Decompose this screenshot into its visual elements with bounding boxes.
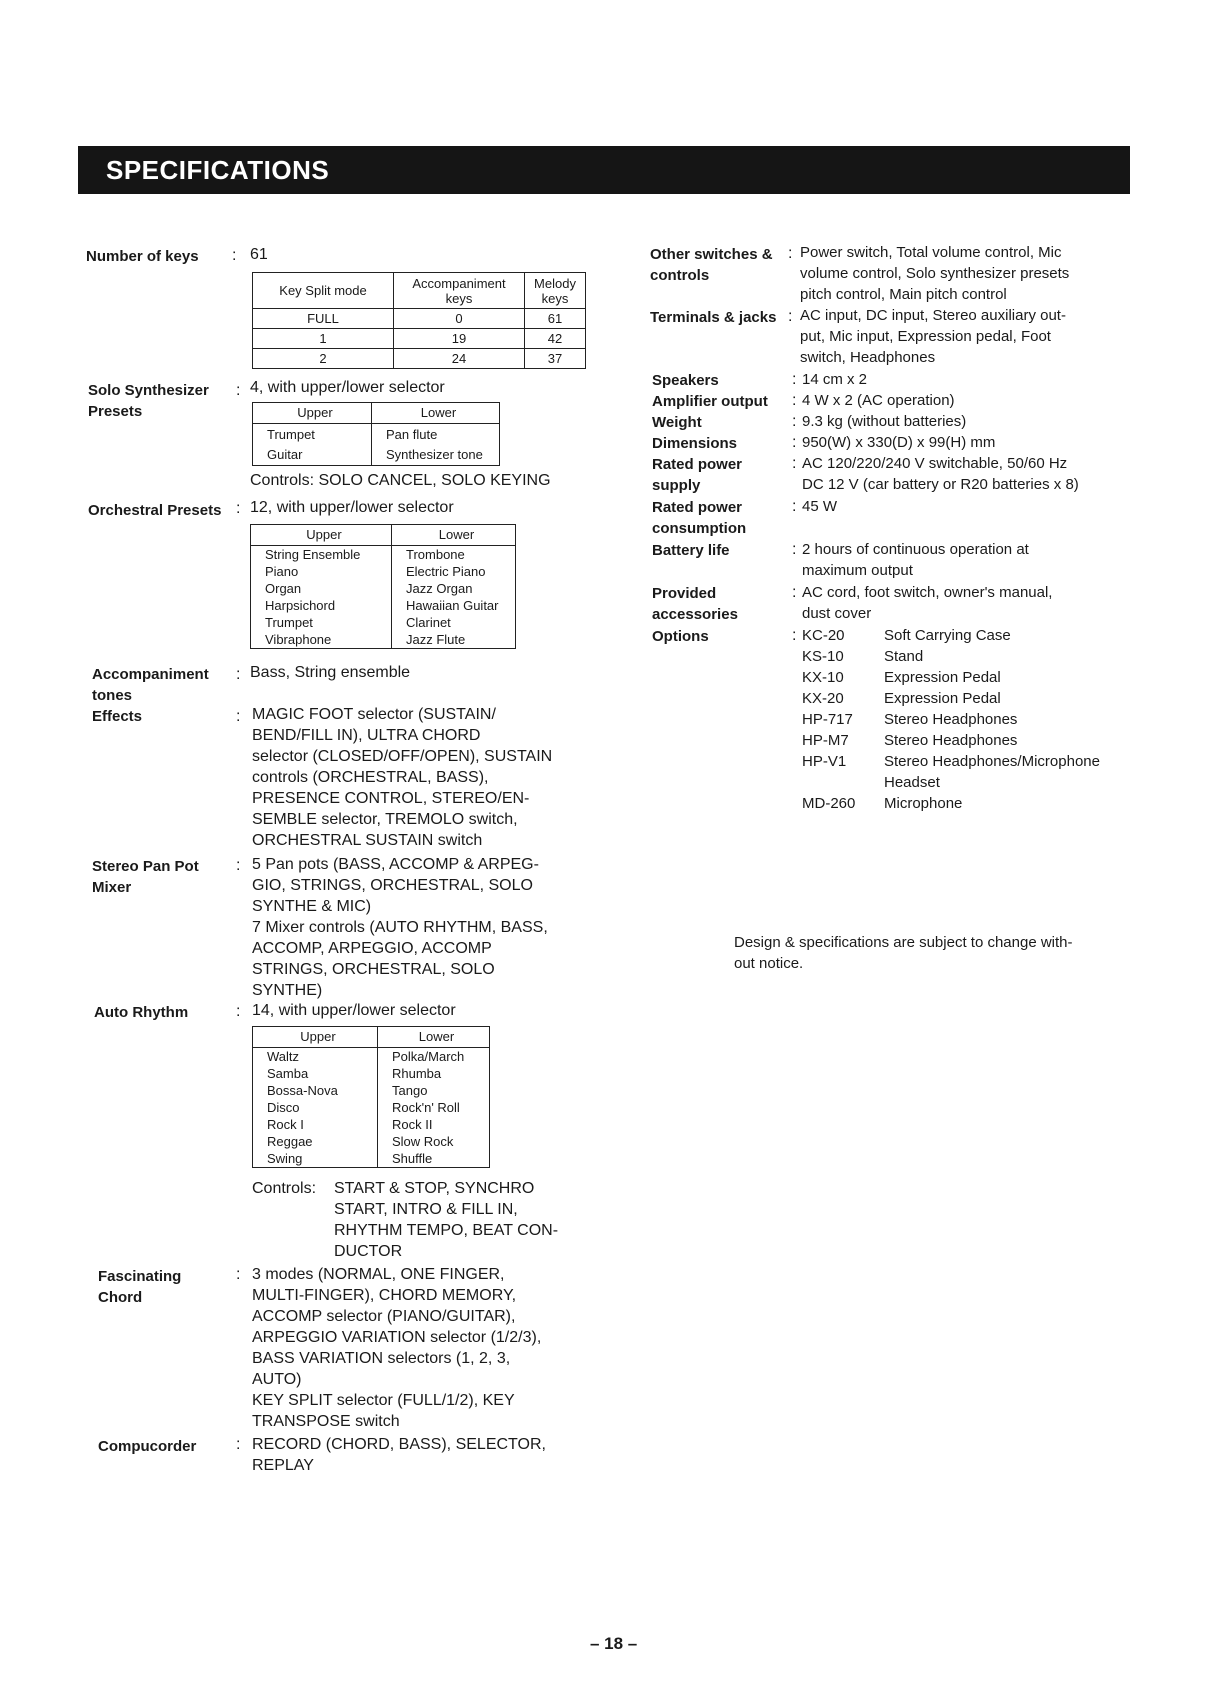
other-switches-label: Other switches & controls [650,246,773,284]
colon: : [792,455,797,472]
colon: : [236,857,241,874]
colon: : [788,245,793,262]
solo-controls: Controls: SOLO CANCEL, SOLO KEYING [250,472,551,489]
table-header: Lower [372,403,500,424]
amplifier-value: 4 W x 2 (AC operation) [802,392,955,409]
panpot-value: 5 Pan pots (BASS, ACCOMP & ARPEG- GIO, STRINGS, ORCHESTRAL, SOLO SYNTHE & MIC) 7 Mixer controls (AUTO RHYTHM, BASS, ACCOMP, ARPEGGIO, ACCOMP STRINGS, ORCHESTRAL, SOLO SYNTHE) [252,856,548,999]
table-cell: Organ [251,580,392,597]
options-list [802,625,1100,814]
table-cell: Guitar [253,445,372,466]
list-item: KX-20 Expression Pedal [802,690,1001,707]
table-cell: Polka/March [378,1048,490,1066]
list-item: MD-260 Microphone [802,795,963,812]
accessories-label: Provided accessories [652,585,738,623]
colon: : [236,1003,241,1020]
colon: : [236,382,241,399]
list-item: Headset [884,774,940,791]
battery-value: 2 hours of continuous operation at maximum output [802,541,1029,579]
rhythm-controls: START & STOP, SYNCHRO START, INTRO & FILL IN, RHYTHM TEMPO, BEAT CON- DUCTOR [334,1180,559,1260]
consumption-value: 45 W [802,498,838,515]
table-cell: Disco [253,1099,378,1116]
table-header: Upper [253,1027,378,1048]
orchestral-value: 12, with upper/lower selector [250,499,454,516]
colon: : [792,627,797,644]
colon: : [236,1266,241,1283]
table-cell: Hawaiian Guitar [392,597,516,614]
table-cell: 0 [394,309,525,329]
table-cell: Trombone [392,546,516,564]
table-cell: 19 [394,329,525,349]
table-cell: Tango [378,1082,490,1099]
table-cell: Swing [253,1150,378,1168]
colon: : [236,500,241,517]
table-cell: Synthesizer tone [372,445,500,466]
colon: : [792,498,797,515]
colon: : [788,308,793,325]
compucorder-label: Compucorder [98,1438,197,1455]
weight-value: 9.3 kg (without batteries) [802,413,967,430]
list-item: KX-10 Expression Pedal [802,669,1001,686]
chord-label: Fascinating Chord [98,1268,182,1306]
rated-power-label: Rated power supply [652,456,743,494]
rated-power-value: AC 120/220/240 V switchable, 50/60 Hz DC 12 V (car battery or R20 batteries x 8) [802,455,1079,493]
list-item: HP-717 Stereo Headphones [802,711,1018,728]
table-cell: Samba [253,1065,378,1082]
colon: : [232,247,237,264]
list-item: KS-10 Stand [802,648,924,665]
table-cell: 42 [525,329,586,349]
table-header: Key Split mode [253,273,394,309]
table-cell: Waltz [253,1048,378,1066]
effects-value: MAGIC FOOT selector (SUSTAIN/ BEND/FILL IN), ULTRA CHORD selector (CLOSED/OFF/OPEN), SUSTAIN controls (ORCHESTRAL, BASS), PRESENCE CONTROL, STEREO/EN- SEMBLE selector, TREMOLO switch, ORCHESTRAL SUSTAIN switch [252,706,553,849]
compucorder-value: RECORD (CHORD, BASS), SELECTOR, REPLAY [252,1436,546,1474]
table-header: Accompaniment keys [394,273,525,309]
table-cell: Rock II [378,1116,490,1133]
solo-label: Solo Synthesizer Presets [88,382,209,420]
options-label: Options [652,628,709,645]
table-header: Upper [253,403,372,424]
rhythm-table [252,1026,490,1168]
table-cell: Shuffle [378,1150,490,1168]
table-cell: Pan flute [372,424,500,445]
orchestral-presets-table [250,524,516,649]
disclaimer-note: Design & specifications are subject to change with- out notice. [734,934,1073,972]
list-item: HP-V1 Stereo Headphones/Microphone [802,753,1100,770]
speakers-value: 14 cm x 2 [802,371,868,388]
effects-label: Effects [92,708,143,725]
table-cell: Rock'n' Roll [378,1099,490,1116]
table-cell: Clarinet [392,614,516,631]
keys-label: Number of keys [86,248,199,265]
table-cell: Bossa-Nova [253,1082,378,1099]
table-cell: Jazz Organ [392,580,516,597]
rhythm-value: 14, with upper/lower selector [252,1002,456,1019]
dimensions-value: 950(W) x 330(D) x 99(H) mm [802,434,996,451]
table-cell: 37 [525,349,586,369]
table-header: Upper [251,525,392,546]
accompaniment-label: Accompaniment tones [92,666,209,704]
colon: : [236,708,241,725]
colon: : [792,541,797,558]
section-banner [78,146,1130,194]
panpot-label: Stereo Pan Pot Mixer [92,858,199,896]
terminals-label: Terminals & jacks [650,309,777,326]
table-cell: Vibraphone [251,631,392,649]
table-cell: 2 [253,349,394,369]
table-cell: Electric Piano [392,563,516,580]
table-cell: Harpsichord [251,597,392,614]
list-item: HP-M7 Stereo Headphones [802,732,1018,749]
table-cell: Rhumba [378,1065,490,1082]
table-cell: Slow Rock [378,1133,490,1150]
keys-value: 61 [250,246,268,263]
table-cell: 1 [253,329,394,349]
table-cell: 61 [525,309,586,329]
table-cell: FULL [253,309,394,329]
table-cell: Jazz Flute [392,631,516,649]
accessories-value: AC cord, foot switch, owner's manual, dust cover [802,584,1053,622]
solo-value: 4, with upper/lower selector [250,379,445,396]
colon: : [792,434,797,451]
key-split-table [252,272,586,369]
speakers-label: Speakers [652,372,719,389]
colon: : [792,584,797,601]
table-header: Lower [392,525,516,546]
table-cell: Rock I [253,1116,378,1133]
dimensions-label: Dimensions [652,435,738,452]
other-switches-value: Power switch, Total volume control, Mic volume control, Solo synthesizer presets pitch control, Main pitch control [800,244,1070,303]
weight-label: Weight [652,414,702,431]
amplifier-label: Amplifier output [652,393,768,410]
table-header: Melody keys [525,273,586,309]
list-item: KC-20 Soft Carrying Case [802,627,1011,644]
colon: : [792,413,797,430]
colon: : [792,392,797,409]
colon: : [236,666,241,683]
page-number: – 18 – [590,1634,638,1653]
colon: : [792,371,797,388]
rhythm-controls-label: Controls: [252,1180,317,1197]
table-cell: Trumpet [253,424,372,445]
table-header: Lower [378,1027,490,1048]
table-cell: Trumpet [251,614,392,631]
table-cell: Reggae [253,1133,378,1150]
table-cell: 24 [394,349,525,369]
table-cell: String Ensemble [251,546,392,564]
accompaniment-value: Bass, String ensemble [250,664,411,681]
colon: : [236,1436,241,1453]
solo-presets-table [252,402,500,466]
battery-label: Battery life [652,542,730,559]
consumption-label: Rated power consumption [652,499,747,537]
orchestral-label: Orchestral Presets [88,502,222,519]
table-cell: Piano [251,563,392,580]
rhythm-label: Auto Rhythm [94,1004,189,1021]
terminals-value: AC input, DC input, Stereo auxiliary out- put, Mic input, Expression pedal, Foot switch, Headphones [800,307,1066,366]
page-title: SPECIFICATIONS [106,155,330,185]
chord-value: 3 modes (NORMAL, ONE FINGER, MULTI-FINGER), CHORD MEMORY, ACCOMP selector (PIANO/GUITAR), ARPEGGIO VARIATION selector (1/2/3), BASS VARIATION selectors (1, 2, 3, AUTO) KEY SPLIT selector (FULL/1/2), KEY TRANSPOSE switch [252,1266,542,1430]
